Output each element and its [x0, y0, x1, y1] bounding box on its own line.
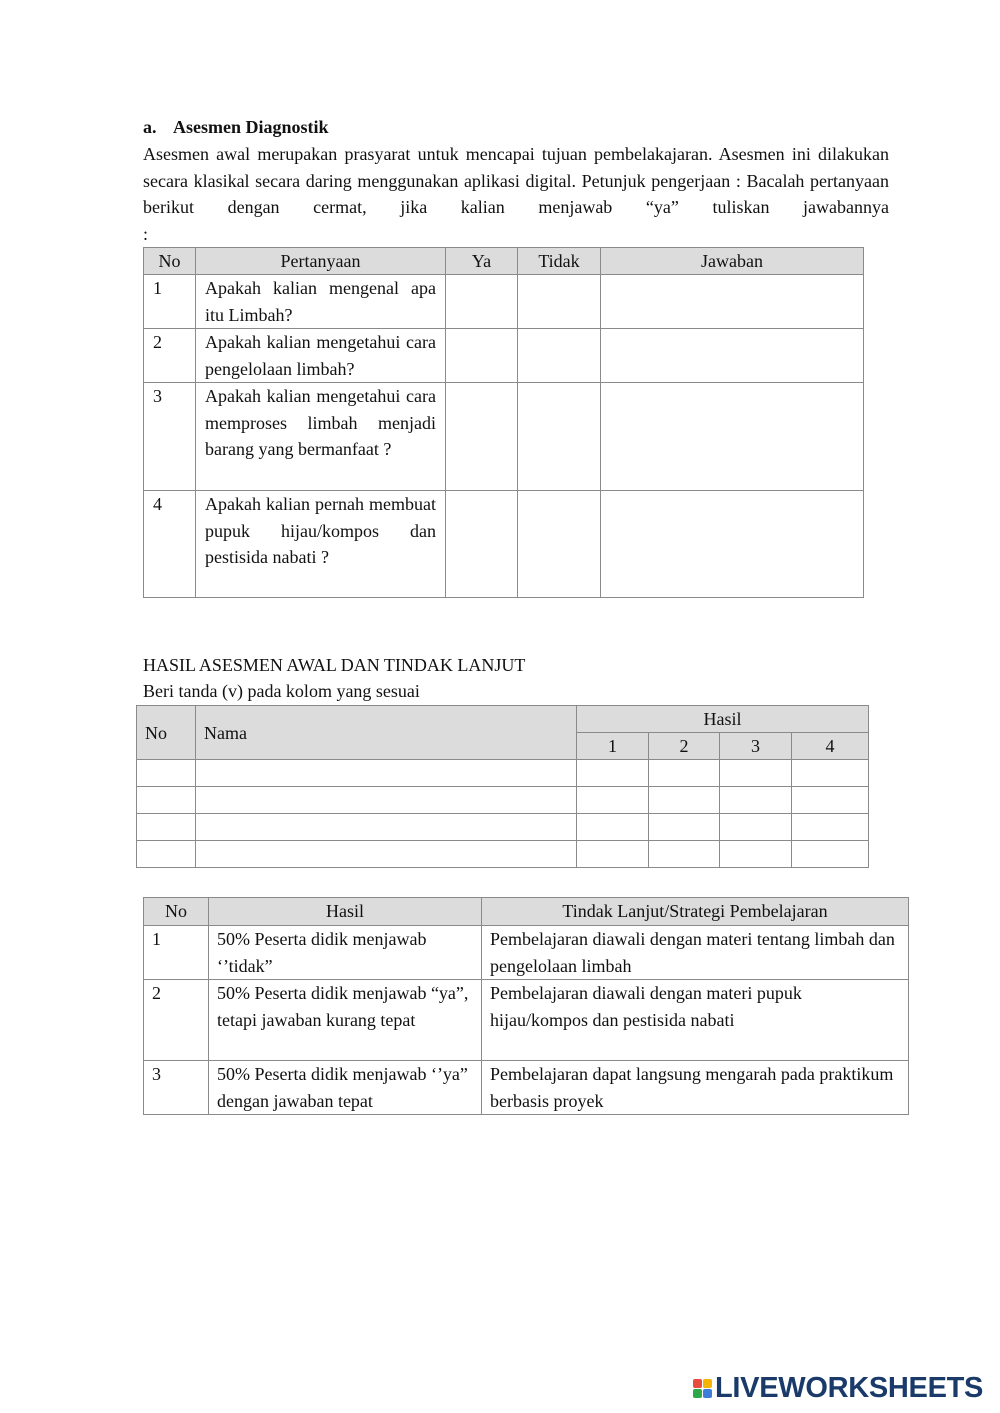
result-cell[interactable]: [577, 787, 649, 814]
result-cell[interactable]: [649, 814, 720, 841]
question-text: Apakah kalian mengenal apa itu Limbah?: [196, 275, 446, 329]
followup-text: Pembelajaran diawali dengan materi tentang limbah dan pengelolaan limbah: [482, 926, 909, 980]
header-followup: Tindak Lanjut/Strategi Pembelajaran: [482, 898, 909, 926]
result-cell[interactable]: [577, 814, 649, 841]
result-cell[interactable]: [720, 814, 792, 841]
followup-table: [143, 897, 909, 1115]
name-cell[interactable]: [196, 760, 577, 787]
table-row: [144, 383, 864, 491]
header-name: Nama: [196, 706, 577, 760]
table-row: [144, 491, 864, 598]
diagnostic-question-table: [143, 247, 864, 598]
result-cell[interactable]: [792, 841, 869, 868]
header-no-answer: Tidak: [518, 248, 601, 275]
yes-cell[interactable]: [446, 329, 518, 383]
result-text: 50% Peserta didik menjawab ‘’tidak”: [209, 926, 482, 980]
yes-cell[interactable]: [446, 491, 518, 598]
answer-cell[interactable]: [601, 329, 864, 383]
row-number: 4: [144, 491, 196, 598]
no-cell[interactable]: [518, 329, 601, 383]
results-table: [136, 705, 869, 868]
followup-text: Pembelajaran dapat langsung mengarah pada praktikum berbasis proyek: [482, 1061, 909, 1115]
no-cell[interactable]: [137, 787, 196, 814]
answer-cell[interactable]: [601, 491, 864, 598]
result-text: 50% Peserta didik menjawab “ya”, tetapi jawaban kurang tepat: [209, 980, 482, 1061]
header-answer: Jawaban: [601, 248, 864, 275]
section-title: Asesmen Diagnostik: [173, 117, 329, 137]
row-number: 2: [144, 980, 209, 1061]
header-yes: Ya: [446, 248, 518, 275]
result-text: 50% Peserta didik menjawab ‘’ya” dengan jawaban tepat: [209, 1061, 482, 1115]
row-number: 3: [144, 1061, 209, 1115]
table-row: [137, 787, 869, 814]
table-row: [144, 329, 864, 383]
table-row: [137, 760, 869, 787]
intro-paragraph: Asesmen awal merupakan prasyarat untuk mencapai tujuan pembelakajaran. Asesmen ini dilakukan secara klasikal secara daring menggunakan aplikasi digital. Petunjuk pengerjaan : Bacalah pertanyaan berikut dengan cermat, jika kalian menjawab “ya” tuliskan jawabannya: [143, 144, 889, 217]
table-row: [144, 1061, 909, 1115]
header-no: No: [144, 898, 209, 926]
table-row: [137, 814, 869, 841]
question-text: Apakah kalian mengetahui cara pengelolaan limbah?: [196, 329, 446, 383]
section-number: a.: [143, 117, 157, 137]
result-cell[interactable]: [792, 787, 869, 814]
result-cell[interactable]: [577, 841, 649, 868]
result-cell[interactable]: [577, 760, 649, 787]
header-no: No: [137, 706, 196, 760]
result-cell[interactable]: [649, 787, 720, 814]
liveworksheets-logo: [693, 1372, 983, 1405]
header-question: Pertanyaan: [196, 248, 446, 275]
question-text: Apakah kalian pernah membuat pupuk hijau/kompos dan pestisida nabati ?: [196, 491, 446, 598]
header-no: No: [144, 248, 196, 275]
row-number: 2: [144, 329, 196, 383]
result-cell[interactable]: [720, 841, 792, 868]
answer-cell[interactable]: [601, 275, 864, 329]
table-row: [144, 275, 864, 329]
result-cell[interactable]: [649, 760, 720, 787]
header-result: Hasil: [577, 706, 869, 733]
result-cell[interactable]: [720, 787, 792, 814]
table-row: [144, 980, 909, 1061]
no-cell[interactable]: [137, 814, 196, 841]
question-text: Apakah kalian mengetahui cara memproses limbah menjadi barang yang bermanfaat ?: [196, 383, 446, 491]
row-number: 1: [144, 275, 196, 329]
results-instruction: Beri tanda (v) pada kolom yang sesuai: [143, 681, 420, 701]
yes-cell[interactable]: [446, 383, 518, 491]
liveworksheets-icon: [693, 1379, 712, 1398]
section-heading: [143, 114, 329, 140]
header-result-2: 2: [649, 733, 720, 760]
header-result: Hasil: [209, 898, 482, 926]
answer-cell[interactable]: [601, 383, 864, 491]
results-heading: HASIL ASESMEN AWAL DAN TINDAK LANJUT: [143, 655, 526, 675]
result-cell[interactable]: [649, 841, 720, 868]
brand-name: LIVEWORKSHEETS: [715, 1372, 984, 1404]
result-cell[interactable]: [720, 760, 792, 787]
result-cell[interactable]: [792, 814, 869, 841]
header-result-4: 4: [792, 733, 869, 760]
header-result-1: 1: [577, 733, 649, 760]
no-cell[interactable]: [518, 383, 601, 491]
intro-colon: :: [143, 224, 149, 244]
no-cell[interactable]: [518, 275, 601, 329]
no-cell[interactable]: [137, 841, 196, 868]
row-number: 1: [144, 926, 209, 980]
table-row: [144, 926, 909, 980]
no-cell[interactable]: [518, 491, 601, 598]
no-cell[interactable]: [137, 760, 196, 787]
row-number: 3: [144, 383, 196, 491]
table-row: [137, 841, 869, 868]
result-cell[interactable]: [792, 760, 869, 787]
followup-text: Pembelajaran diawali dengan materi pupuk hijau/kompos dan pestisida nabati: [482, 980, 909, 1061]
yes-cell[interactable]: [446, 275, 518, 329]
name-cell[interactable]: [196, 841, 577, 868]
name-cell[interactable]: [196, 787, 577, 814]
name-cell[interactable]: [196, 814, 577, 841]
header-result-3: 3: [720, 733, 792, 760]
